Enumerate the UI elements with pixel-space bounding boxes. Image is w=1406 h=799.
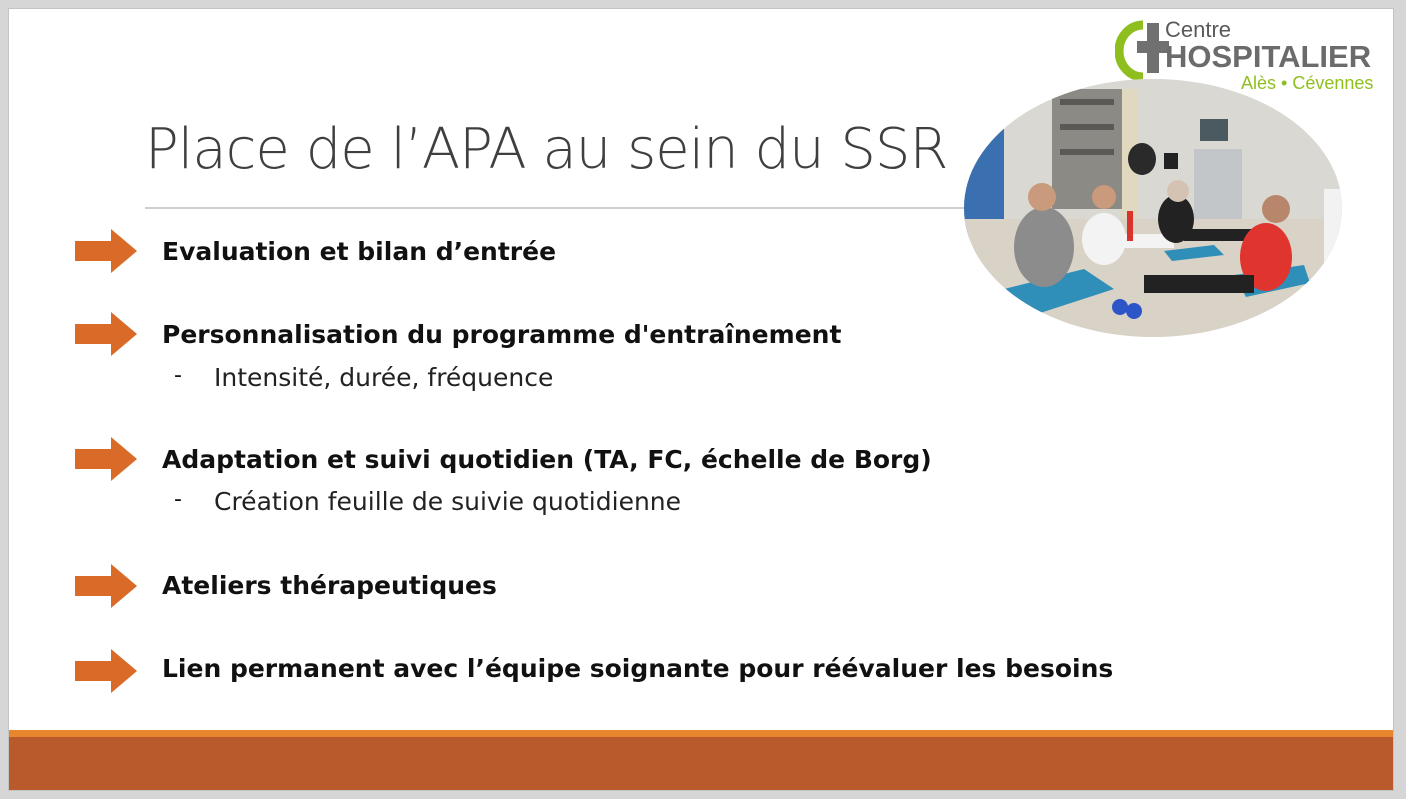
- slide: [9, 9, 1393, 790]
- bullet-lien-permanent: Lien permanent avec l’équipe soignante pour réévaluer les besoins: [162, 654, 1114, 683]
- logo-line-hospitalier: HOSPITALIER: [1165, 39, 1372, 74]
- arrow-right-icon: [75, 649, 137, 693]
- arrow-right-icon: [75, 229, 137, 273]
- bullet-ateliers: Ateliers thérapeutiques: [162, 571, 497, 600]
- logo-line-ales: Alès • Cévennes: [1241, 73, 1374, 93]
- arrow-right-icon: [75, 564, 137, 608]
- arrow-right-icon: [75, 312, 137, 356]
- bullet-personnalisation: Personnalisation du programme d'entraînement: [162, 320, 842, 349]
- sub-bullet-creation: Création feuille de suivie quotidienne: [214, 487, 682, 516]
- sub-bullet-dash: -: [174, 363, 182, 388]
- logo-line-centre: Centre: [1165, 17, 1232, 42]
- sub-bullet-intensite: Intensité, durée, fréquence: [214, 363, 554, 392]
- bullet-evaluation: Evaluation et bilan d’entrée: [162, 237, 557, 266]
- footer-band: [9, 730, 1393, 790]
- title-divider: [145, 207, 975, 209]
- slide-title: Place de l’APA au sein du SSR: [145, 117, 948, 182]
- bullet-adaptation: Adaptation et suivi quotidien (TA, FC, échelle de Borg): [162, 445, 932, 474]
- arrow-right-icon: [75, 437, 137, 481]
- gym-scene-image: [964, 79, 1342, 337]
- physio-session-photo: [964, 79, 1342, 337]
- sub-bullet-dash: -: [174, 487, 182, 512]
